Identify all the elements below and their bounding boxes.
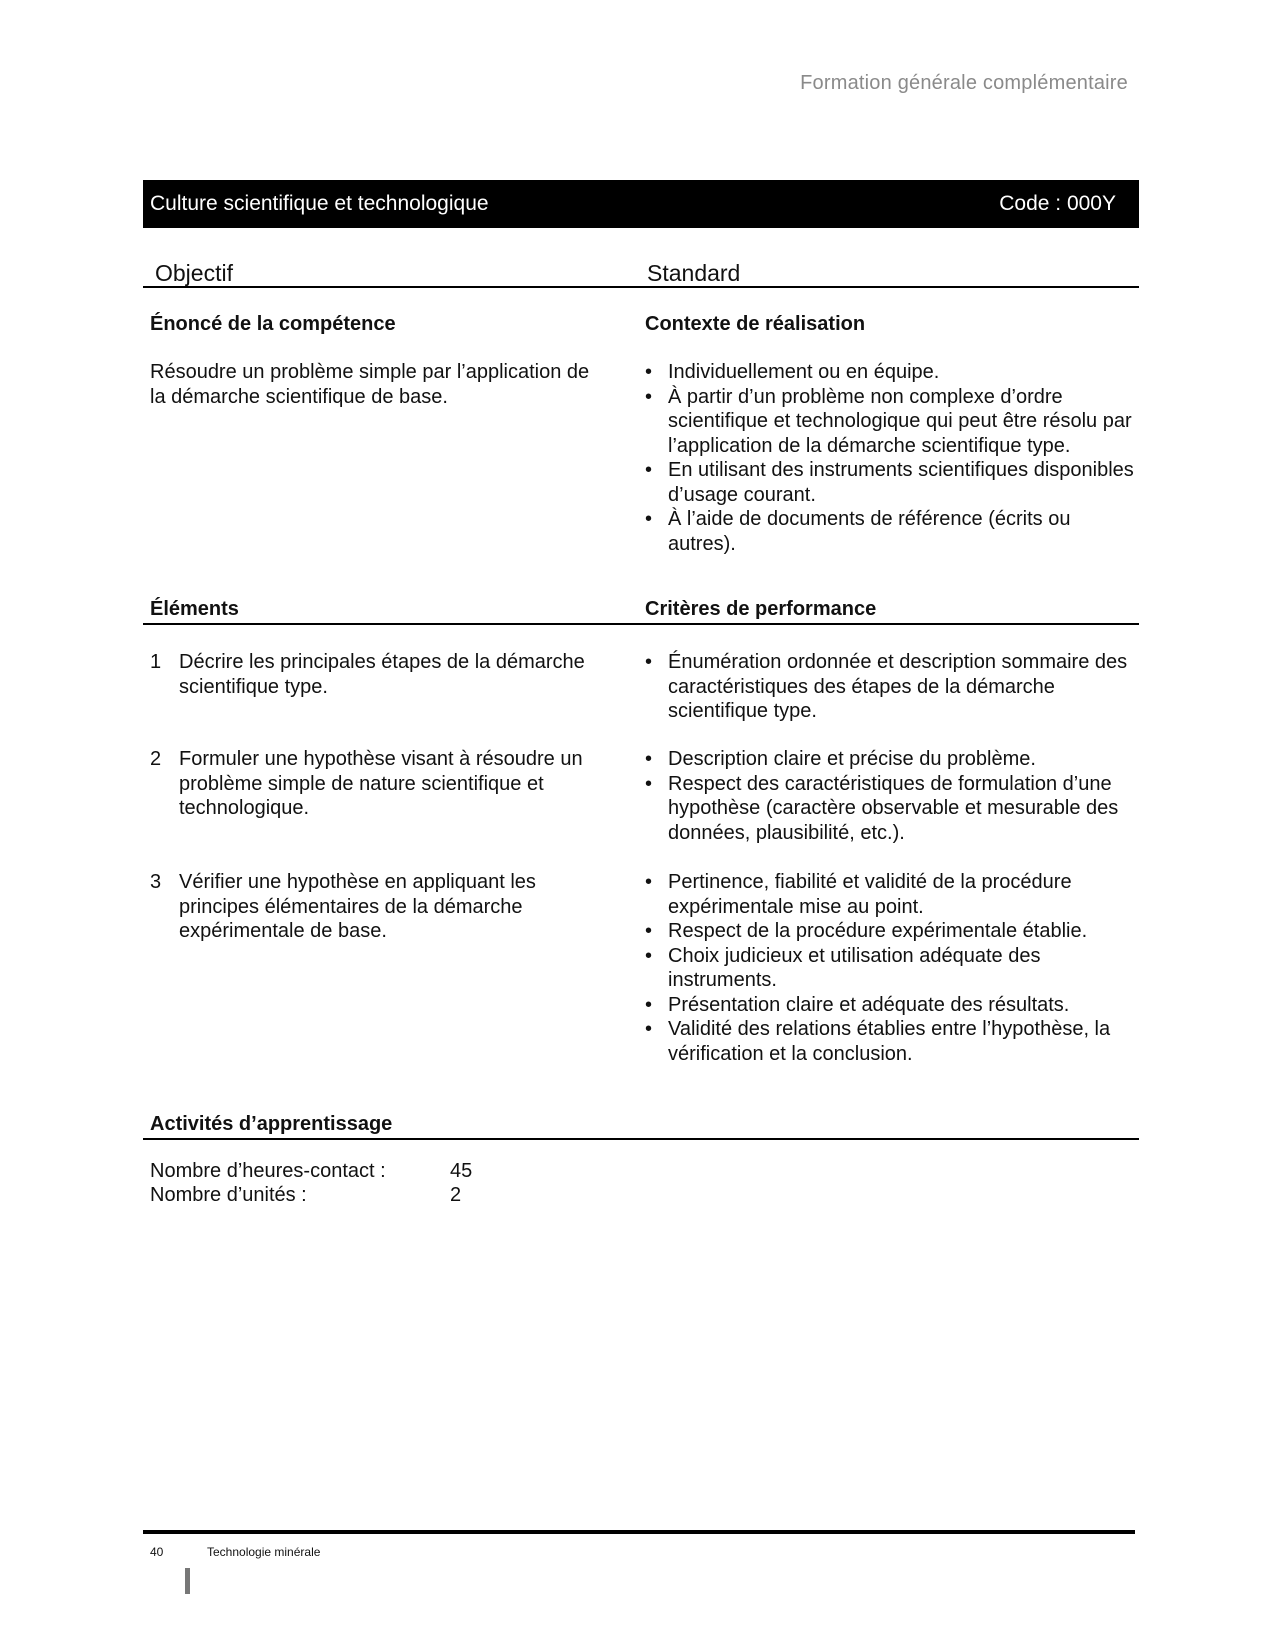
element-number: 2 (150, 748, 162, 770)
column-heading-objectif: Objectif (155, 260, 233, 286)
divider (143, 286, 1139, 288)
footer-rule (143, 1530, 1135, 1534)
element-number: 1 (150, 651, 162, 673)
footer-marker (185, 1568, 190, 1594)
list-item: • Respect des caractéristiques de formulation d’une hypothèse (caractère observable et mesurable des données, plausibilité, etc.). (645, 772, 1119, 844)
context-list (645, 360, 1135, 556)
course-title: Culture scientifique et technologique (150, 192, 489, 215)
footer-title: Technologie minérale (207, 1545, 321, 1559)
page-number: 40 (150, 1545, 164, 1559)
criteria-list (645, 747, 1135, 845)
course-title-bar (143, 180, 1139, 228)
criteria-heading: Critères de performance (645, 598, 877, 620)
criteria-list (645, 650, 1135, 724)
list-item: • En utilisant des instruments scientifiques disponibles d’usage courant. (645, 459, 1134, 506)
list-item: • Choix judicieux et utilisation adéquate des instruments. (645, 944, 1041, 991)
competence-statement: Résoudre un problème simple par l’application de la démarche scientifique de base. (150, 361, 590, 408)
list-item: • À l’aide de documents de référence (écrits ou autres). (645, 508, 1071, 555)
list-item: • Pertinence, fiabilité et validité de la procédure expérimentale mise au point. (645, 871, 1072, 918)
element-item (150, 870, 610, 944)
list-item: • Description claire et précise du problème. (645, 748, 1036, 770)
criteria-list (645, 870, 1135, 1066)
list-item: • Validité des relations établies entre l’hypothèse, la vérification et la conclusion. (645, 1018, 1111, 1065)
list-item: • Énumération ordonnée et description sommaire des caractéristiques des étapes de la démarche scientifique type. (645, 651, 1128, 722)
element-text: Formuler une hypothèse visant à résoudre un problème simple de nature scientifique et technologique. (179, 748, 583, 819)
column-heading-standard: Standard (647, 260, 741, 286)
running-header: Formation générale complémentaire (800, 72, 1128, 94)
units-label: Nombre d’unités : (150, 1184, 307, 1206)
elements-heading: Éléments (150, 598, 239, 620)
element-number: 3 (150, 871, 162, 893)
element-item (150, 747, 610, 821)
list-item: • Présentation claire et adéquate des résultats. (645, 993, 1070, 1016)
units-value: 2 (450, 1184, 462, 1206)
divider (143, 1138, 1139, 1140)
element-text: Décrire les principales étapes de la démarche scientifique type. (179, 651, 585, 698)
list-item: • Respect de la procédure expérimentale établie. (645, 920, 1088, 942)
context-heading: Contexte de réalisation (645, 313, 866, 335)
hours-value: 45 (450, 1160, 473, 1182)
element-text: Vérifier une hypothèse en appliquant les principes élémentaires de la démarche expérimentale de base. (179, 871, 536, 942)
list-item: • Individuellement ou en équipe. (645, 361, 940, 383)
list-item: • À partir d’un problème non complexe d’ordre scientifique et technologique qui peut être résolu par l’application de la démarche scientifique type. (645, 385, 1132, 457)
hours-label: Nombre d’heures-contact : (150, 1160, 386, 1182)
divider (143, 623, 1139, 625)
activities-heading: Activités d’apprentissage (150, 1113, 393, 1135)
course-code: Code : 000Y (999, 192, 1116, 215)
element-item (150, 650, 610, 699)
competence-heading: Énoncé de la compétence (150, 313, 396, 335)
